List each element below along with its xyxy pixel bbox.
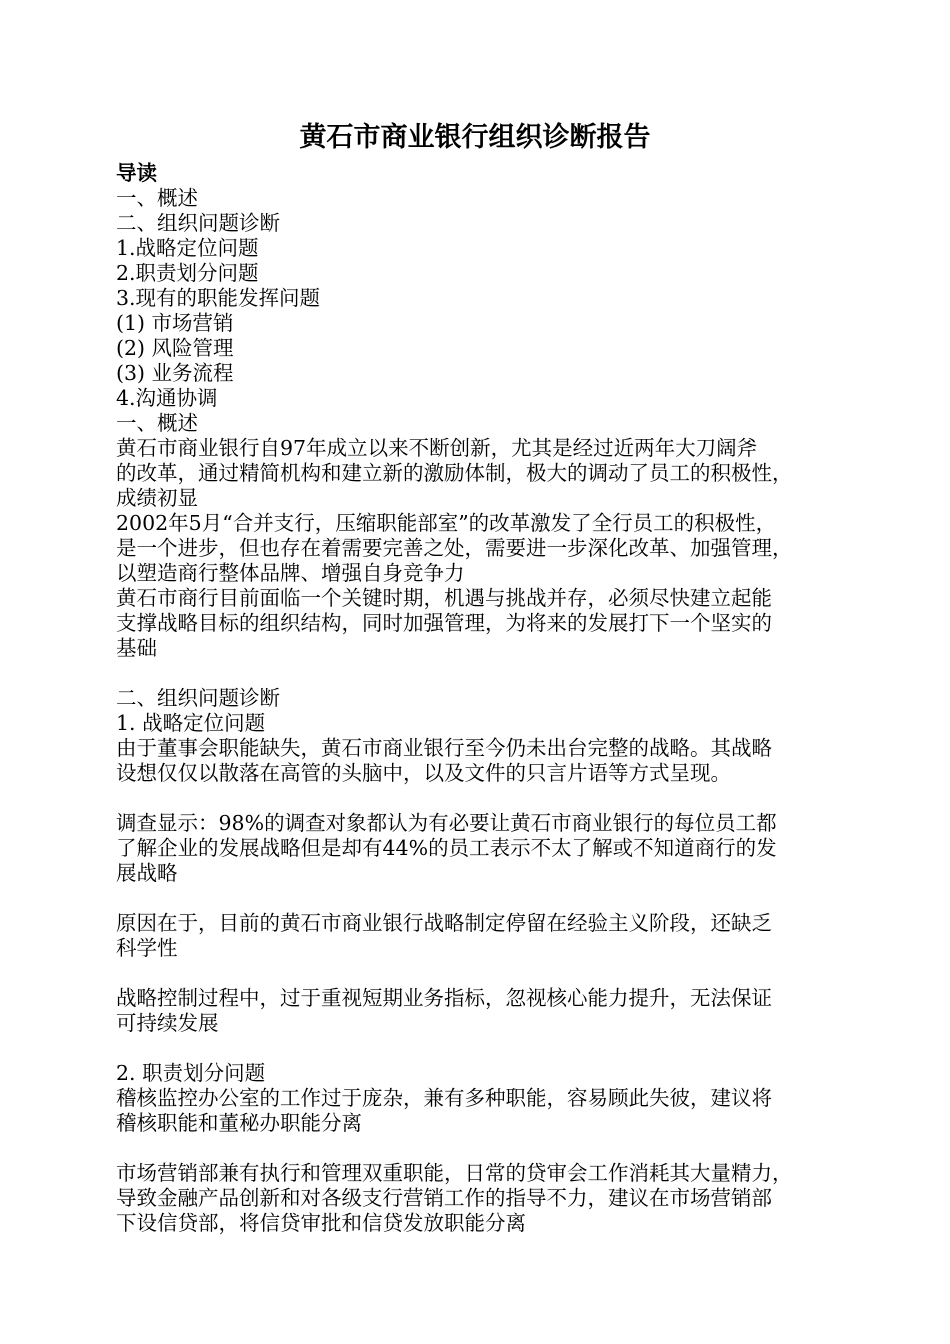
responsibilities-paragraph-2 bbox=[116, 1161, 842, 1236]
paragraph-line: 下设信贷部，将信贷审批和信贷发放职能分离 bbox=[116, 1211, 526, 1235]
responsibilities-paragraph-1 bbox=[116, 1086, 842, 1136]
document-title: 黄石市商业银行组织诊断报告 bbox=[299, 122, 651, 153]
paragraph-line: 2002年5月“合并支行，压缩职能部室”的改革激发了全行员工的积极性， bbox=[116, 511, 777, 535]
overview-paragraph-3 bbox=[116, 586, 842, 661]
paragraph-line: 导致金融产品创新和对各级支行营销工作的指导不力，建议在市场营销部 bbox=[116, 1186, 772, 1210]
overview-paragraph-1 bbox=[116, 436, 842, 511]
toc-item: 4.沟通协调 bbox=[116, 386, 218, 410]
strategy-paragraph-3 bbox=[116, 911, 842, 961]
toc-item: 二、组织问题诊断 bbox=[116, 211, 280, 235]
paragraph-line: 由于董事会职能缺失，黄石市商业银行至今仍未出台完整的战略。其战略 bbox=[116, 736, 772, 760]
paragraph-line: 黄石市商业银行自97年成立以来不断创新，尤其是经过近两年大刀阔斧 bbox=[116, 436, 758, 460]
paragraph-line: 原因在于，目前的黄石市商业银行战略制定停留在经验主义阶段，还缺乏 bbox=[116, 911, 772, 935]
paragraph-line: 基础 bbox=[116, 636, 157, 660]
subsection-heading-responsibilities: 2. 职责划分问题 bbox=[116, 1061, 266, 1085]
paragraph-line: 成绩初显 bbox=[116, 486, 198, 510]
toc-item: 一、概述 bbox=[116, 186, 198, 210]
paragraph-line: 稽核职能和董秘办职能分离 bbox=[116, 1111, 362, 1135]
document-body bbox=[116, 161, 842, 1236]
toc-item: (1) 市场营销 bbox=[116, 311, 234, 335]
toc-item: 2.职责划分问题 bbox=[116, 261, 259, 285]
blank-line bbox=[116, 661, 842, 686]
blank-line bbox=[116, 786, 842, 811]
blank-line bbox=[116, 961, 842, 986]
intro-heading: 导读 bbox=[116, 161, 157, 185]
section-heading-diagnosis: 二、组织问题诊断 bbox=[116, 686, 280, 710]
toc-item: 1.战略定位问题 bbox=[116, 236, 259, 260]
paragraph-line: 黄石市商行目前面临一个关键时期，机遇与挑战并存，必须尽快建立起能 bbox=[116, 586, 772, 610]
paragraph-line: 科学性 bbox=[116, 936, 178, 960]
paragraph-line: 是一个进步，但也存在着需要完善之处，需要进一步深化改革、加强管理， bbox=[116, 536, 793, 560]
paragraph-line: 稽核监控办公室的工作过于庞杂，兼有多种职能，容易顾此失彼，建议将 bbox=[116, 1086, 772, 1110]
strategy-paragraph-1 bbox=[116, 736, 842, 786]
blank-line bbox=[116, 886, 842, 911]
toc-item: (3) 业务流程 bbox=[116, 361, 234, 385]
paragraph-line: 的改革，通过精简机构和建立新的激励体制，极大的调动了员工的积极性， bbox=[116, 461, 793, 485]
paragraph-line: 展战略 bbox=[116, 861, 178, 885]
paragraph-line: 调查显示：98%的调查对象都认为有必要让黄石市商业银行的每位员工都 bbox=[116, 811, 777, 835]
paragraph-line: 以塑造商行整体品牌、增强自身竞争力 bbox=[116, 561, 465, 585]
blank-line bbox=[116, 1136, 842, 1161]
toc-item: 3.现有的职能发挥问题 bbox=[116, 286, 321, 310]
paragraph-line: 市场营销部兼有执行和管理双重职能，日常的贷审会工作消耗其大量精力， bbox=[116, 1161, 793, 1185]
paragraph-line: 可持续发展 bbox=[116, 1011, 219, 1035]
section-heading-overview: 一、概述 bbox=[116, 411, 198, 435]
strategy-paragraph-4 bbox=[116, 986, 842, 1036]
paragraph-line: 战略控制过程中，过于重视短期业务指标，忽视核心能力提升，无法保证 bbox=[116, 986, 772, 1010]
paragraph-line: 了解企业的发展战略但是却有44%的员工表示不太了解或不知道商行的发 bbox=[116, 836, 777, 860]
paragraph-line: 支撑战略目标的组织结构，同时加强管理，为将来的发展打下一个坚实的 bbox=[116, 611, 772, 635]
paragraph-line: 设想仅仅以散落在高管的头脑中，以及文件的只言片语等方式呈现。 bbox=[116, 761, 731, 785]
subsection-heading-strategy: 1. 战略定位问题 bbox=[116, 711, 266, 735]
overview-paragraph-2 bbox=[116, 511, 842, 586]
strategy-paragraph-2 bbox=[116, 811, 842, 886]
blank-line bbox=[116, 1036, 842, 1061]
toc-item: (2) 风险管理 bbox=[116, 336, 234, 360]
